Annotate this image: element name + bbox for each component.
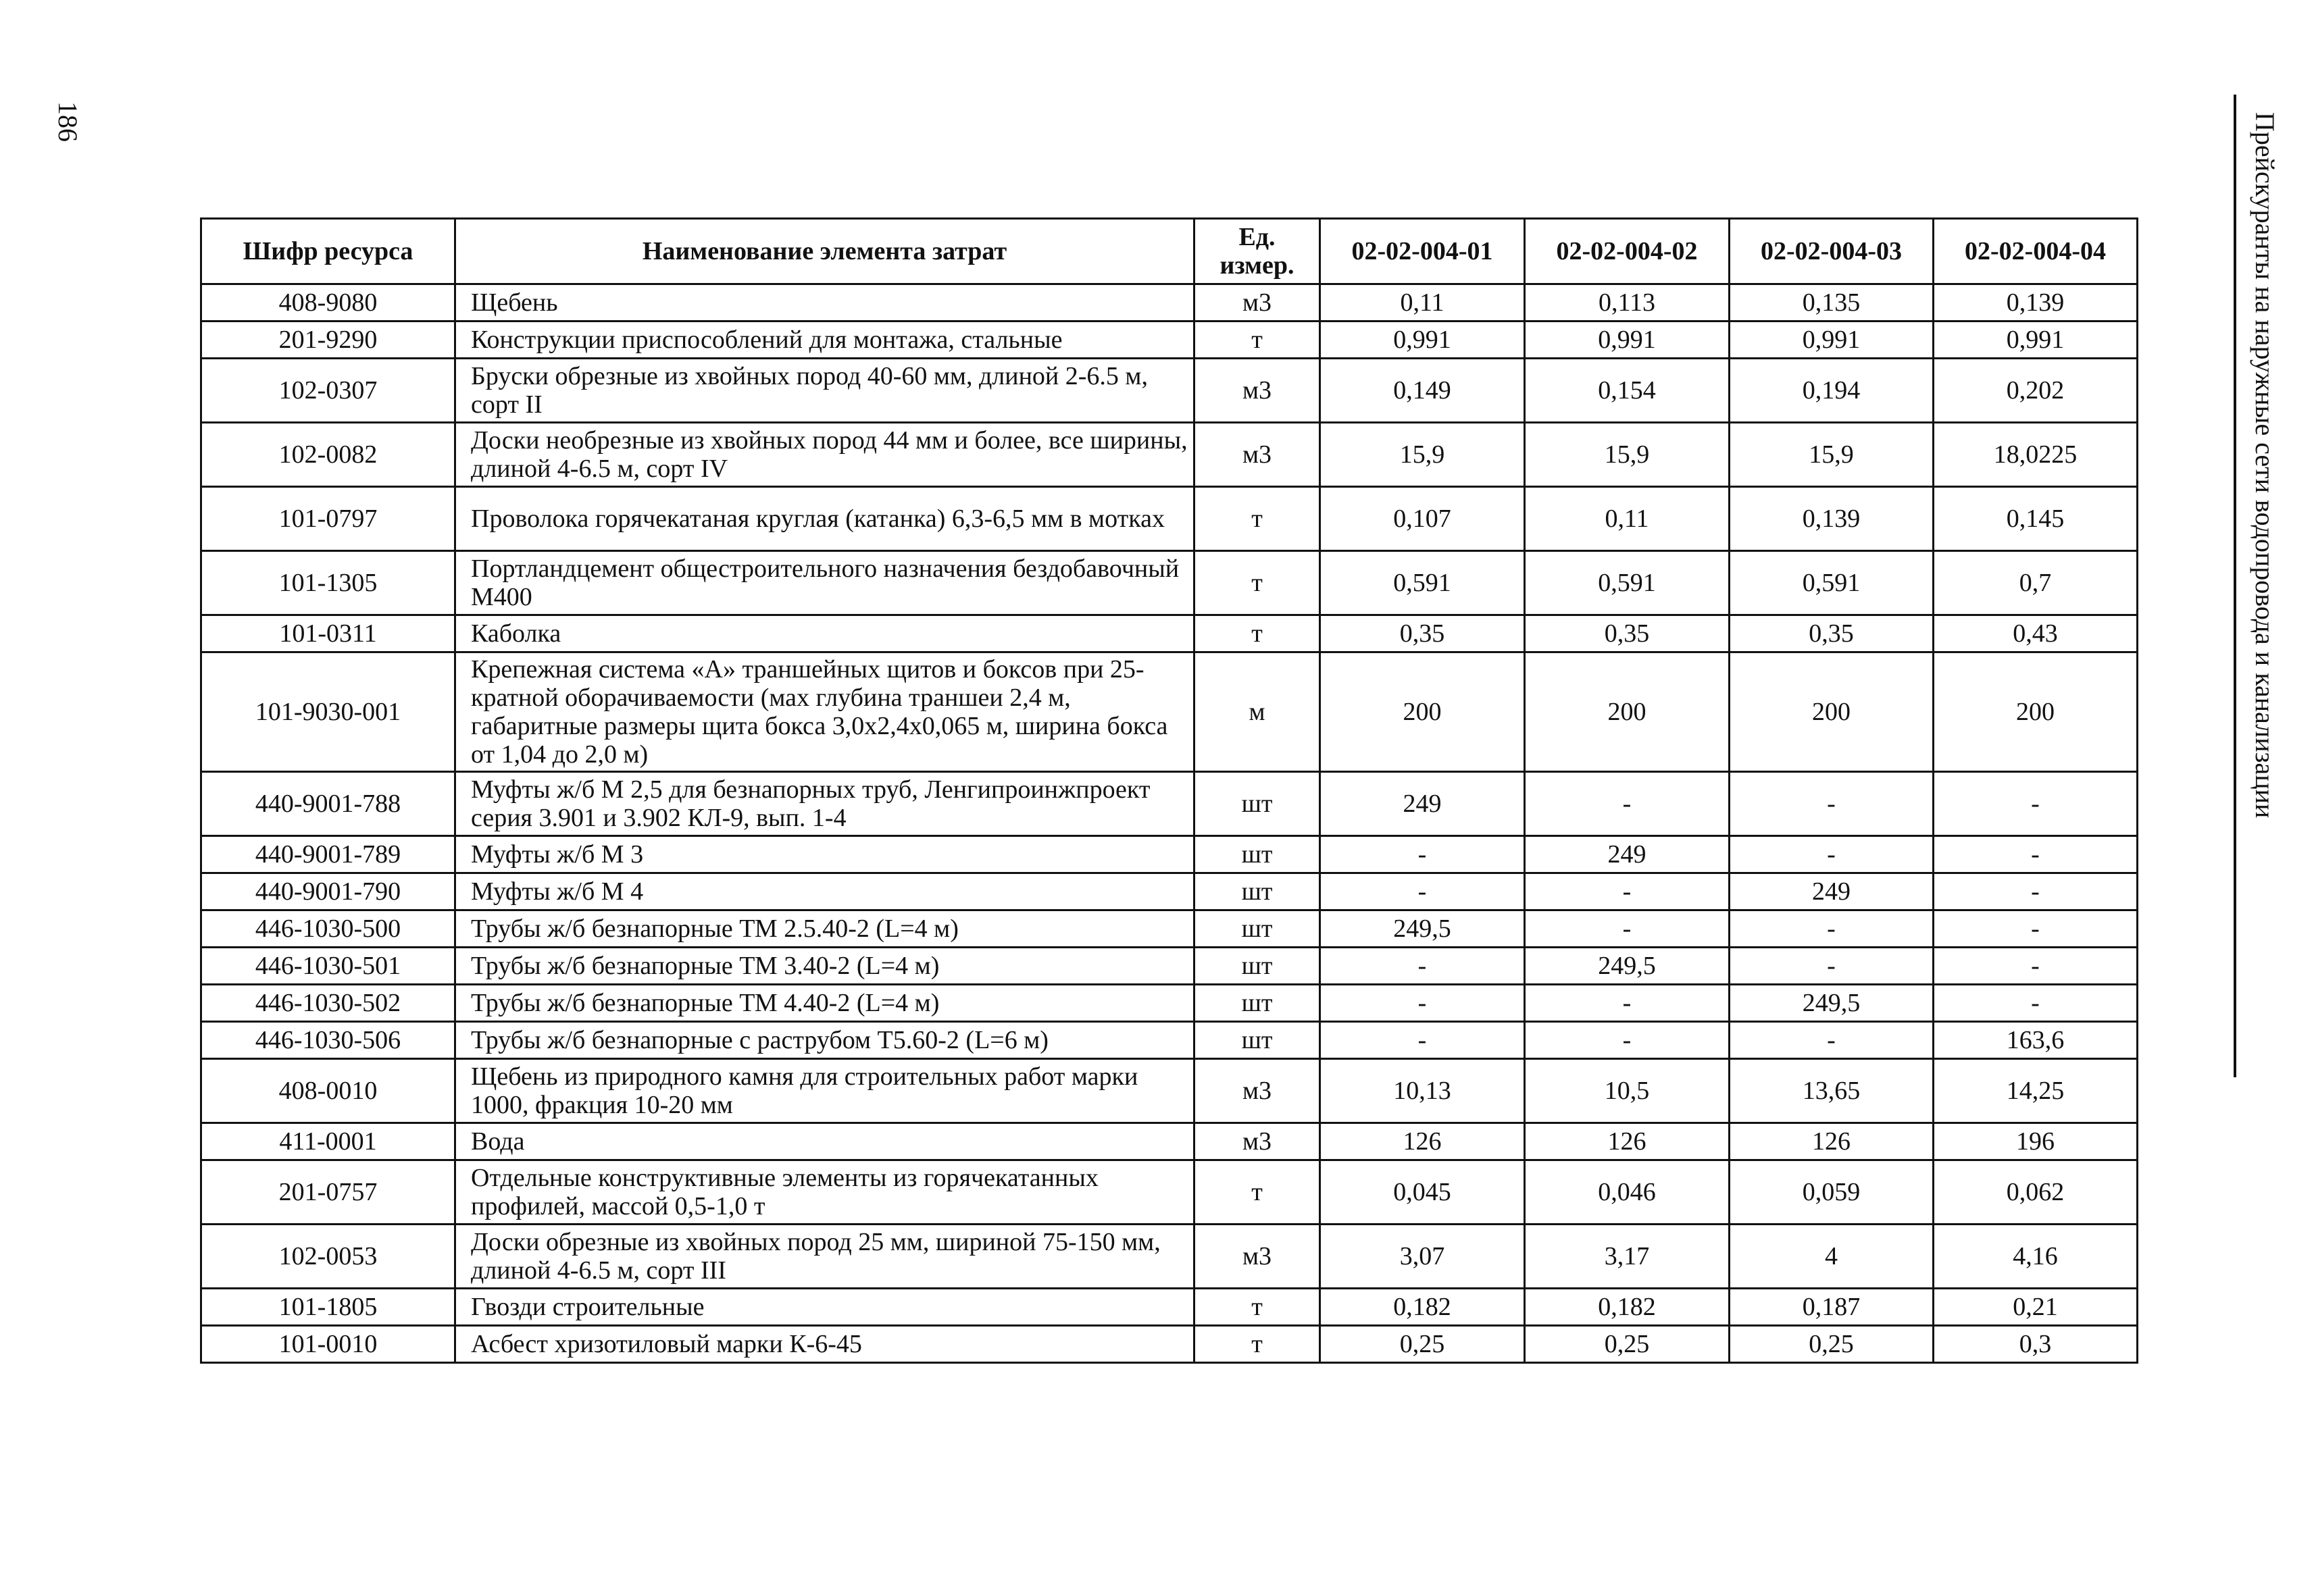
cell-unit: т [1194,1160,1320,1225]
cell-unit: м3 [1194,423,1320,487]
cell-value-1: - [1320,1022,1525,1059]
cell-code: 411-0001 [201,1123,455,1160]
cell-value-3: 13,65 [1730,1059,1934,1123]
table-row [201,652,2138,772]
cell-code: 440-9001-788 [201,772,455,836]
cell-value-4: - [1934,910,2138,948]
cost-elements-table [200,217,2138,1364]
cell-value-4: - [1934,873,2138,910]
cell-value-1: 0,045 [1320,1160,1525,1225]
cell-value-1: - [1320,873,1525,910]
cell-value-4: - [1934,772,2138,836]
cell-code: 102-0053 [201,1225,455,1289]
table-row [201,772,2138,836]
cell-name: Отдельные конструктивные элементы из горячекатанных профилей, массой 0,5-1,0 т [455,1160,1194,1225]
table-row [201,1059,2138,1123]
cell-value-2: 0,35 [1525,615,1730,652]
table-row [201,487,2138,551]
table-row [201,910,2138,948]
cell-unit: т [1194,1326,1320,1363]
cell-value-1: - [1320,948,1525,985]
cell-unit: м3 [1194,1059,1320,1123]
cell-unit: м3 [1194,1123,1320,1160]
table-row [201,1022,2138,1059]
header-row [201,219,2138,284]
cell-value-2: 0,991 [1525,321,1730,359]
cell-value-1: 0,107 [1320,487,1525,551]
cell-name: Бруски обрезные из хвойных пород 40-60 мм, длиной 2-6.5 м, сорт II [455,359,1194,423]
cell-unit: т [1194,551,1320,615]
cell-value-4: 0,202 [1934,359,2138,423]
cell-value-3: 0,135 [1730,284,1934,321]
cell-unit: т [1194,487,1320,551]
cell-value-1: 0,35 [1320,615,1525,652]
cell-name: Трубы ж/б безнапорные ТМ 2.5.40-2 (L=4 м) [455,910,1194,948]
cell-value-4: - [1934,836,2138,873]
cell-value-2: - [1525,873,1730,910]
cell-unit: т [1194,615,1320,652]
cell-value-2: - [1525,772,1730,836]
table-row [201,985,2138,1022]
cell-value-2: 0,25 [1525,1326,1730,1363]
cell-value-2: - [1525,1022,1730,1059]
cell-name: Вода [455,1123,1194,1160]
cell-value-2: 249 [1525,836,1730,873]
cell-name: Асбест хризотиловый марки К-6-45 [455,1326,1194,1363]
cell-code: 201-0757 [201,1160,455,1225]
table-row [201,948,2138,985]
cell-value-2: - [1525,910,1730,948]
cell-value-2: 0,591 [1525,551,1730,615]
table-row [201,551,2138,615]
cell-value-4: 0,43 [1934,615,2138,652]
header-col-3: 02-02-004-03 [1730,219,1934,284]
cell-value-1: 10,13 [1320,1059,1525,1123]
cell-name: Муфты ж/б М 2,5 для безнапорных труб, Ленгипроинжпроект серия 3.901 и 3.902 КЛ-9, вып. 1-4 [455,772,1194,836]
cell-name: Трубы ж/б безнапорные ТМ 3.40-2 (L=4 м) [455,948,1194,985]
cell-value-2: 3,17 [1525,1225,1730,1289]
cell-value-1: 0,182 [1320,1289,1525,1326]
cell-name: Муфты ж/б М 3 [455,836,1194,873]
cell-value-1: - [1320,985,1525,1022]
cell-value-3: - [1730,910,1934,948]
table-row [201,1289,2138,1326]
cell-unit: шт [1194,873,1320,910]
cell-unit: м3 [1194,284,1320,321]
cell-name: Доски обрезные из хвойных пород 25 мм, шириной 75-150 мм, длиной 4-6.5 м, сорт III [455,1225,1194,1289]
cell-value-1: 200 [1320,652,1525,772]
cell-value-1: 249,5 [1320,910,1525,948]
cell-code: 446-1030-500 [201,910,455,948]
cell-code: 408-9080 [201,284,455,321]
cell-code: 102-0307 [201,359,455,423]
cell-value-2: - [1525,985,1730,1022]
cell-name: Каболка [455,615,1194,652]
cell-value-4: - [1934,985,2138,1022]
cell-code: 101-0311 [201,615,455,652]
cell-value-1: 0,591 [1320,551,1525,615]
cell-value-4: 0,062 [1934,1160,2138,1225]
cell-code: 102-0082 [201,423,455,487]
cell-value-3: 200 [1730,652,1934,772]
cell-name: Проволока горячекатаная круглая (катанка) 6,3-6,5 мм в мотках [455,487,1194,551]
cell-value-1: 3,07 [1320,1225,1525,1289]
table-row [201,321,2138,359]
cell-code: 446-1030-501 [201,948,455,985]
cell-value-3: 0,194 [1730,359,1934,423]
cell-value-1: 249 [1320,772,1525,836]
cell-value-1: 15,9 [1320,423,1525,487]
cell-unit: шт [1194,985,1320,1022]
cell-value-2: 0,182 [1525,1289,1730,1326]
cell-value-4: 0,21 [1934,1289,2138,1326]
cell-unit: т [1194,1289,1320,1326]
cell-value-2: 15,9 [1525,423,1730,487]
cell-unit: шт [1194,836,1320,873]
cell-name: Щебень [455,284,1194,321]
cell-name: Доски необрезные из хвойных пород 44 мм и более, все ширины, длиной 4-6.5 м, сорт IV [455,423,1194,487]
cell-value-4: 196 [1934,1123,2138,1160]
cell-value-3: 0,35 [1730,615,1934,652]
header-col-4: 02-02-004-04 [1934,219,2138,284]
cell-name: Трубы ж/б безнапорные ТМ 4.40-2 (L=4 м) [455,985,1194,1022]
cell-unit: шт [1194,948,1320,985]
cell-value-3: 0,991 [1730,321,1934,359]
running-title: Прейскуранты на наружные сети водопровода и канализации [2250,112,2280,819]
cell-unit: т [1194,321,1320,359]
cell-value-4: 0,139 [1934,284,2138,321]
header-col-1: 02-02-004-01 [1320,219,1525,284]
cell-name: Муфты ж/б М 4 [455,873,1194,910]
cell-code: 101-0010 [201,1326,455,1363]
cell-value-4: 0,3 [1934,1326,2138,1363]
cell-value-2: 10,5 [1525,1059,1730,1123]
table-row [201,423,2138,487]
table-row [201,1225,2138,1289]
cell-value-3: 0,187 [1730,1289,1934,1326]
cell-value-3: 0,591 [1730,551,1934,615]
cell-value-3: 0,059 [1730,1160,1934,1225]
cell-unit: м3 [1194,359,1320,423]
cell-code: 101-0797 [201,487,455,551]
cell-code: 446-1030-506 [201,1022,455,1059]
cell-value-2: 0,046 [1525,1160,1730,1225]
cell-value-4: - [1934,948,2138,985]
cell-code: 408-0010 [201,1059,455,1123]
cell-value-2: 249,5 [1525,948,1730,985]
cell-value-2: 0,11 [1525,487,1730,551]
cell-name: Портландцемент общестроительного назначения бездобавочный М400 [455,551,1194,615]
cell-value-4: 0,145 [1934,487,2138,551]
page-number: 186 [53,101,83,142]
cell-name: Конструкции приспособлений для монтажа, стальные [455,321,1194,359]
cell-code: 440-9001-789 [201,836,455,873]
cell-value-4: 4,16 [1934,1225,2138,1289]
table-row [201,1123,2138,1160]
cell-value-1: 0,25 [1320,1326,1525,1363]
cell-value-3: - [1730,836,1934,873]
cell-value-4: 0,991 [1934,321,2138,359]
cell-code: 440-9001-790 [201,873,455,910]
cell-value-4: 18,0225 [1934,423,2138,487]
cell-value-3: - [1730,772,1934,836]
cell-value-1: - [1320,836,1525,873]
cell-value-1: 0,991 [1320,321,1525,359]
cell-name: Гвозди строительные [455,1289,1194,1326]
cell-code: 446-1030-502 [201,985,455,1022]
cell-code: 101-9030-001 [201,652,455,772]
table-row [201,615,2138,652]
cell-value-3: 4 [1730,1225,1934,1289]
cell-value-3: 249,5 [1730,985,1934,1022]
cell-unit: шт [1194,1022,1320,1059]
cell-value-3: 0,139 [1730,487,1934,551]
margin-rule [2234,95,2236,1077]
cell-value-4: 200 [1934,652,2138,772]
cell-value-3: 15,9 [1730,423,1934,487]
cell-code: 101-1305 [201,551,455,615]
cell-value-2: 200 [1525,652,1730,772]
table-row [201,284,2138,321]
cell-value-3: 249 [1730,873,1934,910]
header-unit: Ед. измер. [1194,219,1320,284]
cell-value-3: 0,25 [1730,1326,1934,1363]
table-row [201,1160,2138,1225]
cell-value-3: - [1730,1022,1934,1059]
cell-value-2: 126 [1525,1123,1730,1160]
cell-value-3: 126 [1730,1123,1934,1160]
cell-code: 101-1805 [201,1289,455,1326]
header-col-2: 02-02-004-02 [1525,219,1730,284]
cell-value-2: 0,113 [1525,284,1730,321]
cell-value-4: 14,25 [1934,1059,2138,1123]
cell-unit: шт [1194,910,1320,948]
cell-value-2: 0,154 [1525,359,1730,423]
cell-value-1: 126 [1320,1123,1525,1160]
cell-unit: м3 [1194,1225,1320,1289]
cell-code: 201-9290 [201,321,455,359]
table-row [201,1326,2138,1363]
cell-value-3: - [1730,948,1934,985]
cell-name: Щебень из природного камня для строительных работ марки 1000, фракция 10-20 мм [455,1059,1194,1123]
cell-value-1: 0,149 [1320,359,1525,423]
table-row [201,873,2138,910]
cell-unit: м [1194,652,1320,772]
header-name: Наименование элемента затрат [455,219,1194,284]
cell-unit: шт [1194,772,1320,836]
cell-value-4: 0,7 [1934,551,2138,615]
cell-name: Крепежная система «А» траншейных щитов и боксов при 25-кратной оборачиваемости (мах глубина траншеи 2,4 м, габаритные размеры щита бокса 3,0х2,4х0,065 м, ширина бокса от 1,04 до 2,0 м) [455,652,1194,772]
cell-value-1: 0,11 [1320,284,1525,321]
table-row [201,836,2138,873]
header-code: Шифр ресурса [201,219,455,284]
cell-value-4: 163,6 [1934,1022,2138,1059]
cell-name: Трубы ж/б безнапорные с раструбом Т5.60-2 (L=6 м) [455,1022,1194,1059]
table-row [201,359,2138,423]
